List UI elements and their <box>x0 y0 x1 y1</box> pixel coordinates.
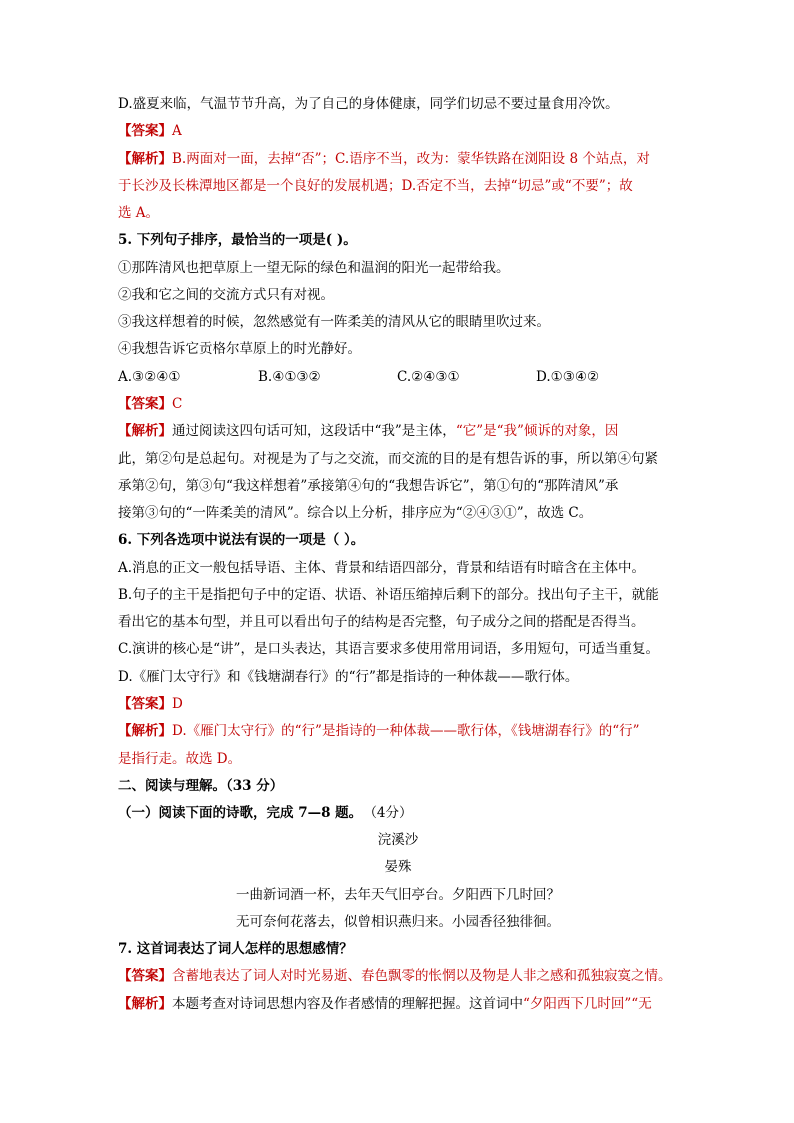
q5-analysis-line2: 此，第②句是总起句。对视是为了与之交流，而交流的目的是有想告诉的事，所以第④句紧 <box>118 451 658 467</box>
q6-stem: 6. 下列各选项中说法有误的一项是（ ）。 <box>118 532 365 548</box>
q5-analysis-line1 <box>118 422 618 440</box>
answer-tag: 【答案】 <box>118 123 172 139</box>
analysis-text: 是指诗的一种体裁——歌行体，《钱塘湖春行》的 <box>321 723 613 739</box>
q5-option-c: C.②④③① <box>397 369 460 385</box>
poem-author: 晏殊 <box>384 859 412 875</box>
analysis-text: 通过阅读这四句话可知，这段话中“我”是主体， <box>172 423 456 439</box>
poem-line: 无可奈何花落去，似曾相识燕归来。小园香径独徘徊。 <box>236 914 560 930</box>
q7-analysis <box>118 995 652 1013</box>
q7-stem: 7. 这首词表达了词人怎样的思想感情？ <box>118 941 353 957</box>
q5-option-b: B.④①③② <box>258 369 321 385</box>
analysis-text: D.《雁门太守行》的 <box>172 723 295 739</box>
q5-option-a: A.③②④① <box>118 369 181 385</box>
q4-option-d: D.盛夏来临，气温节节升高，为了自己的身体健康，同学们切忌不要过量食用冷饮。 <box>118 96 619 112</box>
q6-option-b: B.句子的主干是指把句子中的定语、状语、补语压缩掉后剩下的部分。找出句子主干，就能 <box>118 587 659 603</box>
analysis-text: B.两面对一面，去掉“否”；C.语序不当，改为：蒙华铁路在浏阳设 8 个站点，对 <box>172 151 650 167</box>
q6-option-d: D.《雁门太守行》和《钱塘湖春行》的“行”都是指诗的一种体裁——歌行体。 <box>118 669 579 685</box>
analysis-text: “行” <box>294 723 322 739</box>
q5-sentence: ①那阵清风也把草原上一望无际的绿色和温润的阳光一起带给我。 <box>118 260 510 276</box>
sub-heading-text: （一）阅读下面的诗歌，完成 7—8 题。 <box>118 805 363 821</box>
sub-heading-score: （4分） <box>370 805 413 821</box>
poem-line: 一曲新词酒一杯，去年天气旧亭台。夕阳西下几时回？ <box>236 887 560 903</box>
q6-answer <box>118 695 183 713</box>
q6-analysis-line2: 是指行走。故选 D。 <box>118 751 242 767</box>
answer-tag: 【答案】 <box>118 396 172 412</box>
q5-stem: 5. 下列句子排序，最恰当的一项是( )。 <box>118 232 357 248</box>
analysis-tag: 【解析】 <box>118 723 172 739</box>
answer-value: A <box>172 123 182 139</box>
answer-tag: 【答案】 <box>118 696 172 712</box>
analysis-tag: 【解析】 <box>118 423 172 439</box>
q5-sentence: ④我想告诉它贡格尔草原上的时光静好。 <box>118 341 361 357</box>
analysis-tag: 【解析】 <box>118 151 172 167</box>
answer-tag: 【答案】 <box>118 968 172 984</box>
analysis-text-highlight: “夕阳西下几时回”“无 <box>523 996 652 1012</box>
q6-option-b-cont: 看出它的基本句型，并且可以看出句子的结构是否完整，句子成分之间的搭配是否得当。 <box>118 614 645 630</box>
q5-sentence: ③我这样想着的时候，忽然感觉有一阵柔美的清风从它的眼睛里吹过来。 <box>118 314 550 330</box>
q5-option-d: D.①③④② <box>536 369 600 385</box>
section-heading: 二、阅读与理解。（33 分） <box>118 778 284 794</box>
q4-analysis-line1 <box>118 150 650 168</box>
analysis-text: 本题考查对诗词思想内容及作者感情的理解把握。这首词中 <box>172 996 523 1012</box>
analysis-text: “行” <box>612 723 640 739</box>
analysis-tag: 【解析】 <box>118 996 172 1012</box>
answer-value: D <box>172 696 183 712</box>
q5-analysis-line4: 接第③句的“一阵柔美的清风”。综合以上分析，排序应为“②④③①”，故选 C。 <box>118 505 593 521</box>
q4-analysis-line2: 于长沙及长株潭地区都是一个良好的发展机遇；D.否定不当，去掉“切忌”或“不要”；故 <box>118 178 633 194</box>
q6-analysis-line1 <box>118 722 640 740</box>
q6-option-c: C.演讲的核心是“讲”，是口头表达，其语言要求多使用常用词语，多用短句，可适当重复。 <box>118 641 659 657</box>
analysis-text-highlight: “它”是“我”倾诉的对象，因 <box>455 423 619 439</box>
answer-value: C <box>172 396 183 412</box>
sub-heading <box>118 804 413 822</box>
q6-option-a: A.消息的正文一般包括导语、主体、背景和结语四部分，背景和结语有时暗含在主体中。 <box>118 560 646 576</box>
answer-value: 含蓄地表达了词人对时光易逝、春色飘零的怅惘以及物是人非之感和孤独寂寞之情。 <box>172 968 672 984</box>
q5-answer <box>118 395 182 413</box>
q7-answer <box>118 967 672 985</box>
q4-analysis-line3: 选 A。 <box>118 205 160 221</box>
q5-sentence: ②我和它之间的交流方式只有对视。 <box>118 287 334 303</box>
poem-title: 浣溪沙 <box>377 832 419 848</box>
q5-analysis-line3: 承第②句，第③句“我这样想着”承接第④句的“我想告诉它”，第①句的“那阵清风”承 <box>118 478 619 494</box>
q4-answer <box>118 122 182 140</box>
